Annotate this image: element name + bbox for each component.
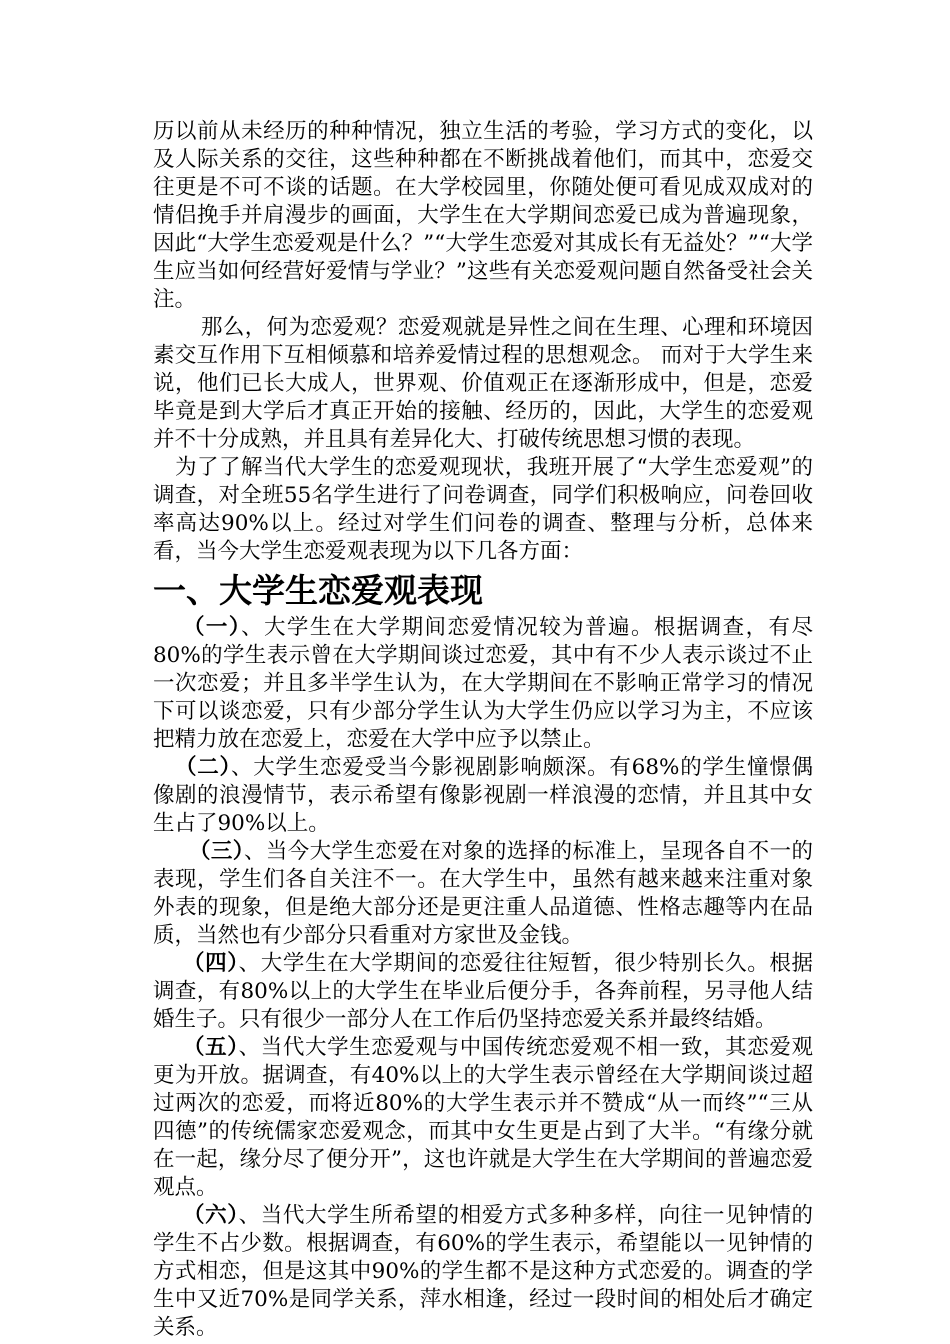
item-label: （三）: [189, 839, 244, 864]
section-item-1: [153, 614, 813, 754]
item-text: 、大学生在大学期间的恋爱往往短暂，很少特别长久。根据调查，有80%以上的大学生在毕业后便分手，各奔前程，另寻他人结婚生子。只有很少一部分人在工作后仍坚持恋爱关系并最终结婚。: [153, 951, 813, 1032]
item-label: （六）: [183, 1203, 239, 1228]
section-item-6: [153, 1202, 813, 1342]
intro-paragraph-2: 那么，何为恋爱观？恋爱观就是异性之间在生理、心理和环境因素交互作用下互相倾慕和培养爱情过程的思想观念。 而对于大学生来说，他们已长大成人，世界观、价值观正在逐渐形成中，但是，恋爱毕竟是到大学后才真正开始的接触、经历的，因此，大学生的恋爱观并不十分成熟，并且具有差异化大、打破传统思想习惯的表现。: [153, 315, 813, 452]
section-item-5: [153, 1034, 813, 1202]
section-item-2: [153, 754, 813, 838]
section-heading: 一、大学生恋爱观表现: [153, 571, 483, 610]
item-text: 、当代大学生恋爱观与中国传统恋爱观不相一致，其恋爱观更为开放。据调查，有40%以上的大学生表示曾经在大学期间谈过超过两次的恋爱，而将近80%的大学生表示并不赞成“从一而终”“三从四德”的传统儒家恋爱观念，而其中女生更是占到了大半。“有缘分就在一起，缘分尽了便分开”，这也许就是大学生在大学期间的普遍恋爱观点。: [153, 1035, 813, 1200]
section-item-3: [153, 838, 813, 950]
item-label: （一）: [183, 615, 242, 640]
item-text: 、大学生在大学期间恋爱情况较为普遍。根据调查，有尽80%的学生表示曾在大学期间谈过恋爱，其中有不少人表示谈过不止一次恋爱；并且多半学生认为，在大学期间在不影响正常学习的情况下可以谈恋爱，只有少部分学生认为大学生仍应以学习为主，不应该把精力放在恋爱上，恋爱在大学中应予以禁止。: [153, 615, 813, 752]
item-label: （四）: [183, 951, 239, 976]
intro-paragraph-1: 历以前从未经历的种种情况，独立生活的考验，学习方式的变化，以及人际关系的交往，这些种种都在不断挑战着他们，而其中，恋爱交往更是不可不谈的话题。在大学校园里，你随处便可看见成双成对的情侣挽手并肩漫步的画面，大学生在大学期间恋爱已成为普遍现象，因此“大学生恋爱观是什么？”“大学生恋爱对其成长有无益处？”“大学生应当如何经营好爱情与学业？”这些有关恋爱观问题自然备受社会关注。: [153, 119, 813, 312]
document-page: [153, 118, 813, 1342]
item-label: （五）: [183, 1035, 239, 1060]
intro-paragraph-3: 为了了解当代大学生的恋爱观现状，我班开展了“大学生恋爱观”的调查，对全班55名学生进行了问卷调查，同学们积极响应，问卷回收率高达90%以上。经过对学生们问卷的调查、整理与分析，总体来看，当今大学生恋爱观表现为以下几各方面：: [153, 455, 813, 564]
section-item-4: [153, 950, 813, 1034]
item-text: 、大学生恋爱受当今影视剧影响颇深。有68%的学生憧憬偶像剧的浪漫情节，表示希望有像影视剧一样浪漫的恋情，并且其中女生占了90%以上。: [153, 755, 813, 836]
item-text: 、当今大学生恋爱在对象的选择的标准上，呈现各自不一的表现，学生们各自关注不一。在大学生中，虽然有越来越来注重对象外表的现象，但是绝大部分还是更注重人品道德、性格志趣等内在品质，当然也有少部分只看重对方家世及金钱。: [153, 839, 813, 948]
item-text: 、当代大学生所希望的相爱方式多种多样，向往一见钟情的学生不占少数。根据调查，有60%的学生表示，希望能以一见钟情的方式相恋，但是这其中90%的学生都不是这种方式恋爱的。调查的学生中又近70%是同学关系，萍水相逢，经过一段时间的相处后才确定关系。: [153, 1203, 813, 1340]
item-label: （二）: [175, 755, 232, 780]
